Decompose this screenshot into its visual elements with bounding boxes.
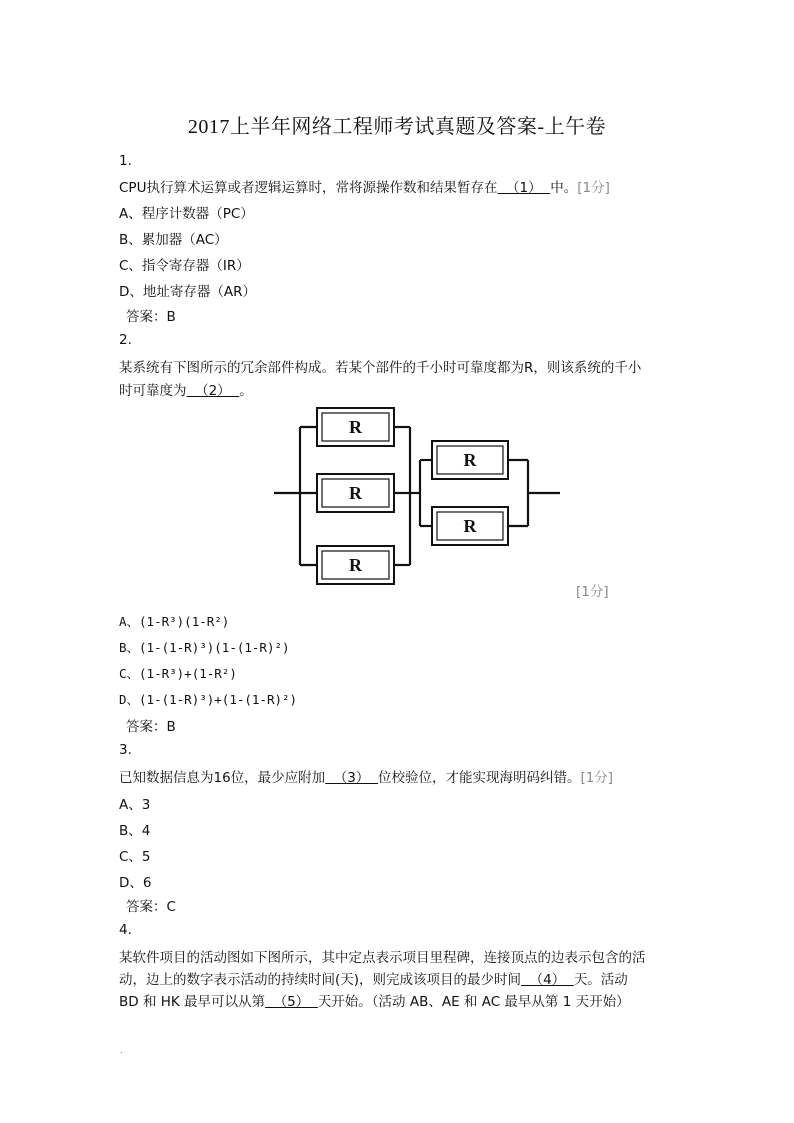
question-1-stem: [119, 176, 610, 196]
question-4-line-2-text: 动，边上的数字表示活动的持续时间(天)，则完成该项目的最少时间: [119, 972, 522, 988]
question-1-option-a: A、程序计数器（PC）: [119, 206, 254, 222]
question-4-line-2-end: 天。活动: [573, 972, 628, 988]
question-3-option-b: B、4: [119, 823, 151, 839]
resistor-label-2: R: [349, 483, 362, 503]
question-1-score: [1分]: [577, 180, 610, 196]
question-3-score: [1分]: [580, 770, 614, 786]
question-4-line-2: [119, 968, 628, 988]
question-4-line-1: 某软件项目的活动图如下图所示，其中定点表示项目里程碑，连接顶点的边表示包含的活: [119, 950, 646, 966]
question-2-option-b: B、(1-(1-R)³)(1-(1-R)²): [119, 640, 290, 655]
question-2-number: 2.: [119, 332, 132, 348]
question-2-option-a: A、(1-R³)(1-R²): [119, 614, 230, 629]
question-2-option-d: D、(1-(1-R)³)+(1-(1-R)²): [119, 692, 298, 707]
question-1-stem-text: CPU执行算术运算或者逻辑运算时，常将源操作数和结果暂存在: [119, 180, 498, 196]
question-2-stem-line-2: [119, 379, 253, 399]
question-2-stem-end: 。: [239, 383, 253, 399]
question-4-blank-4: （4）: [521, 972, 574, 988]
resistor-label-5: R: [463, 516, 477, 536]
question-1-option-b: B、累加器（AC）: [119, 232, 228, 248]
question-1-answer: 答案：B: [126, 309, 176, 325]
footer-mark: .: [120, 1046, 123, 1055]
question-1-stem-end: 中。: [550, 180, 578, 196]
question-3-stem-end: 位校验位，才能实现海明码纠错。: [377, 770, 581, 786]
question-3-number: 3.: [119, 742, 132, 758]
redundancy-circuit-diagram: [270, 400, 570, 595]
question-1-number: 1.: [119, 153, 132, 169]
question-4-number: 4.: [119, 922, 132, 938]
question-2-stem-line-1: 某系统有下图所示的冗余部件构成。若某个部件的千小时可靠度都为R，则该系统的千小: [119, 360, 642, 376]
question-4-blank-5: （5）: [265, 994, 318, 1010]
question-3-stem: [119, 766, 613, 786]
question-4-line-3-text: BD 和 HK 最早可以从第: [119, 994, 266, 1010]
question-4-line-3: [119, 990, 630, 1010]
question-3-option-c: C、5: [119, 849, 151, 865]
page-title: 2017上半年网络工程师考试真题及答案-上午卷: [187, 116, 607, 138]
question-2-score: [1分]: [576, 584, 609, 600]
question-2-stem-text: 时可靠度为: [119, 383, 187, 399]
resistor-label-3: R: [349, 555, 362, 575]
question-2-blank: （2）: [186, 383, 240, 399]
question-2-answer: 答案：B: [126, 719, 176, 735]
question-2-option-c: C、(1-R³)+(1-R²): [119, 666, 237, 681]
resistor-label-4: R: [463, 450, 477, 470]
question-3-option-a: A、3: [119, 797, 151, 813]
question-1-option-d: D、地址寄存器（AR）: [119, 284, 257, 300]
question-3-answer: 答案：C: [126, 899, 176, 915]
question-3-stem-text: 已知数据信息为16位，最少应附加: [119, 770, 326, 786]
question-3-blank: （3）: [325, 770, 378, 786]
question-1-option-c: C、指令寄存器（IR）: [119, 258, 250, 274]
question-4-line-3-end: 天开始。（活动 AB、AE 和 AC 最早从第 1 天开始）: [317, 994, 630, 1010]
question-1-blank: （1）: [497, 180, 551, 196]
question-3-option-d: D、6: [119, 875, 152, 891]
resistor-label-1: R: [349, 417, 362, 437]
